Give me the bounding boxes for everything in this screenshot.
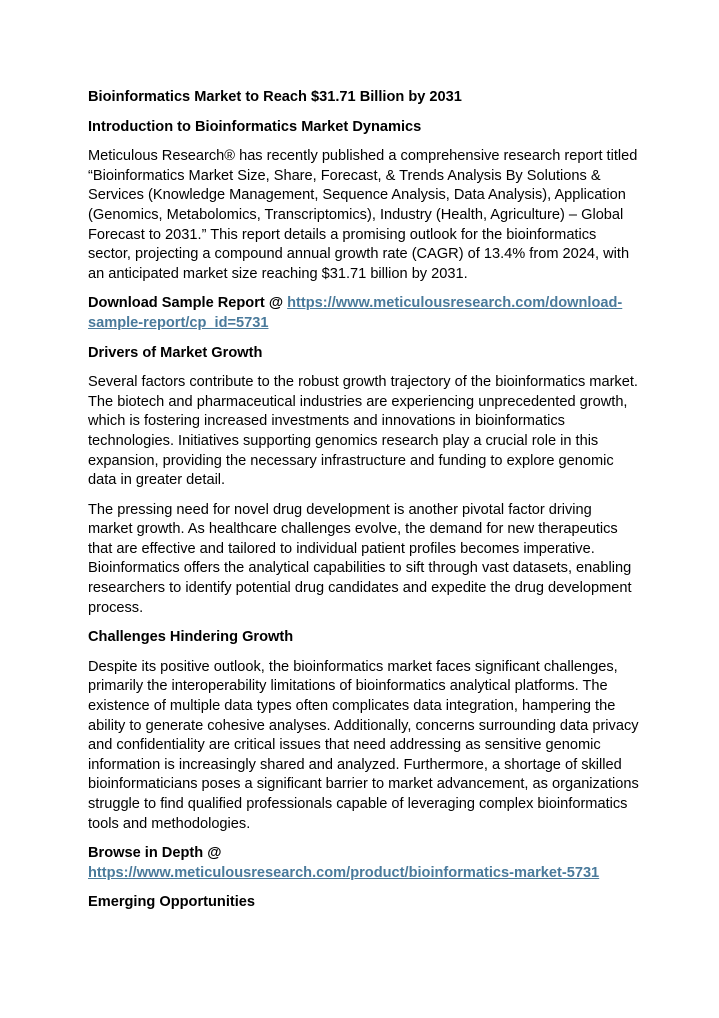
opportunities-heading: Emerging Opportunities <box>88 894 256 911</box>
browse-in-depth-label: Browse in Depth @ <box>88 845 222 862</box>
browse-in-depth-link[interactable]: https://www.meticulousresearch.com/product/bioinformatics-market-5731 <box>88 864 600 881</box>
drivers-paragraph-1: Several factors contribute to the robust growth trajectory of the bioinformatics market. The biotech and pharmaceutical industries are experiencing unprecedented growth, which is fostering increased investments and innovations in bioinformatics technologies. Initiatives supporting genomics research play a crucial role in this expansion, providing the necessary infrastructure and funding to explore genomic data in greater detail. <box>88 374 638 489</box>
download-sample-label: Download Sample Report @ <box>88 295 288 312</box>
intro-heading: Introduction to Bioinformatics Market Dynamics <box>88 118 422 135</box>
intro-paragraph: Meticulous Research® has recently published a comprehensive research report titled “Bioinformatics Market Size, Share, Forecast, & Trends Analysis By Solutions & Services (Knowledge Management, Sequence Analysis, Data Analysis), Application (Genomics, Metabolomics, Transcriptomics), Industry (Health, Agriculture) – Global Forecast to 2031.” This report details a promising outlook for the bioinformatics sector, projecting a compound annual growth rate (CAGR) of 13.4% from 2024, with an anticipated market size reaching $31.71 billion by 2031. <box>88 148 638 282</box>
download-sample-line <box>88 294 639 333</box>
document-title: Bioinformatics Market to Reach $31.71 Billion by 2031 <box>88 89 462 105</box>
drivers-paragraph-2: The pressing need for novel drug development is another pivotal factor driving market growth. As healthcare challenges evolve, the demand for new therapeutics that are effective and tailored to individual patient profiles becomes imperative. Bioinformatics offers the analytical capabilities to sift through vast datasets, enabling researchers to identify potential drug candidates and expedite the drug development process. <box>88 501 632 616</box>
download-sample-link[interactable]: https://www.meticulousresearch.com/download-sample-report/cp_id=5731 <box>88 295 623 331</box>
challenges-paragraph: Despite its positive outlook, the bioinformatics market faces significant challenges, primarily the interoperability limitations of bioinformatics analytical platforms. The existence of multiple data types often complicates data integration, hampering the ability to generate cohesive analyses. Additionally, concerns surrounding data privacy and confidentiality are critical issues that need addressing as sensitive genomic information is increasingly shared and analyzed. Furthermore, a shortage of skilled bioinformaticians poses a significant barrier to market advancement, as organizations struggle to find qualified professionals capable of leveraging complex bioinformatics tools and methodologies. <box>88 658 639 832</box>
browse-in-depth-line <box>88 844 639 883</box>
challenges-heading: Challenges Hindering Growth <box>88 629 294 646</box>
drivers-heading: Drivers of Market Growth <box>88 344 263 361</box>
